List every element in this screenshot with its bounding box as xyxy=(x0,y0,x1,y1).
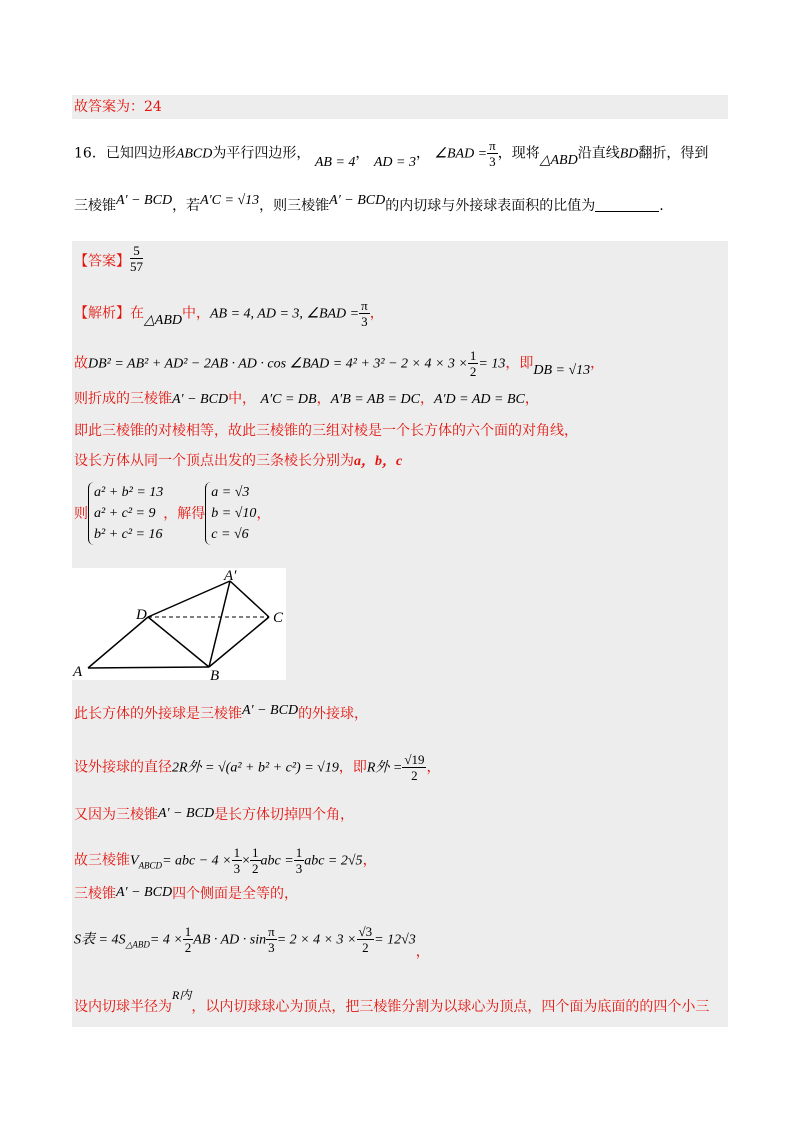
prev-answer: 故答案为：24 xyxy=(74,99,162,115)
label-B: B xyxy=(210,668,220,680)
solution-line-3: 则折成的三棱锥A′ − BCD中， A′C = DB，A′B = AB = DC，A′D = AD = BC， xyxy=(74,391,539,407)
solution-label: 【解析】 xyxy=(74,305,130,322)
tetrahedron-diagram xyxy=(72,568,286,680)
angle-fraction: $\frac{\pi}{3}$ xyxy=(489,138,496,169)
solution-line-9: 又因为三棱锥A′ − BCD是长方体切掉四个角， xyxy=(74,806,355,823)
solution-line-11: 三棱锥A′ − BCD四个侧面是全等的， xyxy=(74,885,299,902)
label-C: C xyxy=(273,610,284,626)
problem-line-1: 16．已知四边形ABCD为平行四边形， AB = 4， AD = 3， ∠BAD = $\frac{\pi}{3}$ ，现将△ABD沿直线BD翻折，得到 xyxy=(74,138,709,170)
solution-line-10: 故三棱锥$V_{ABCD}=$ abc − 4 × $\frac{1}{3}$ × $\frac{1}{2}$ abc = $\frac{1}{3}$ abc = 2√5， xyxy=(74,845,377,876)
label-D: D xyxy=(136,607,147,623)
answer-line xyxy=(74,243,143,277)
solution-line-1: 【解析】在△ABD中，AB = 4, AD = 3, ∠BAD = $\frac{\pi}{3}$ ， xyxy=(74,298,384,329)
label-A: A xyxy=(73,664,83,680)
tetrahedron-figure xyxy=(72,568,286,680)
equation-system: a² + b² = 13 a² + c² = 9 b² + c² = 16 xyxy=(88,482,163,545)
solution-line-5: 设长方体从同一个顶点出发的三条棱长分别为a，b，c xyxy=(74,453,403,469)
solution-line-8: 设外接球的直径2R外 = √(a² + b² + c²) = √19，即R外 = $\frac{√19}{2}$ ， xyxy=(74,752,441,783)
problem-line-2: 三棱锥A′ − BCD，若A′C = √13，则三棱锥A′ − BCD的内切球与外接球表面积的比值为 . xyxy=(74,193,664,214)
answer-fraction: $\frac{5}{57}$ xyxy=(130,243,143,274)
answer-label: 【答案】 xyxy=(74,253,130,270)
solution-line-13: 设内切球半径为R内，以内切球球心为顶点，把三棱锥分割为以球心为顶点，四个面为底面的的四个小三 xyxy=(74,988,710,1015)
answer-blank xyxy=(595,197,659,212)
solution-system: a = √3 b = √10 c = √6 xyxy=(205,482,256,545)
solution-line-12: S表 = $4S_{\triangle ABD}= 4$ × $\frac{1}{2}$ AB · AD · sin $\frac{\pi}{3}$ = 2 × 4 × 3 × $\frac{√3}{2}$ = 12√3， xyxy=(74,924,430,960)
label-A-prime: A′ xyxy=(224,568,237,584)
solution-line-7: 此长方体的外接球是三棱锥A′ − BCD的外接球， xyxy=(74,703,369,722)
solution-line-2: 故DB² = AB² + AD² − 2AB · AD · cos ∠BAD = 4² + 3² − 2 × 4 × 3 × $\frac{1}{2}$ = 13，即DB = √13， xyxy=(74,348,605,379)
problem-number: 16． xyxy=(74,145,106,162)
answer-highlight xyxy=(72,95,728,119)
solution-line-4: 即此三棱锥的对棱相等，故此三棱锥的三组对棱是一个长方体的六个面的对角线， xyxy=(74,423,578,439)
solution-line-6: 则 a² + b² = 13 a² + c² = 9 b² + c² = 16 ，解得 a = √3 b = √10 c = √6 ， xyxy=(74,482,270,552)
